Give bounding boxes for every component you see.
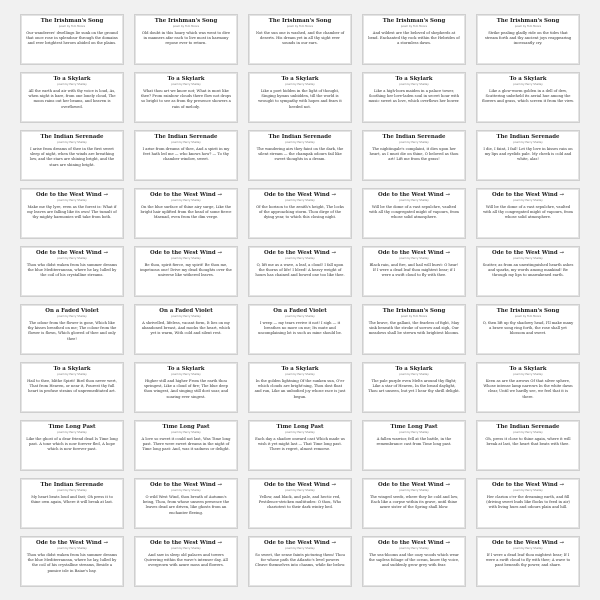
card-subtitle: poem by Percy Shelley xyxy=(513,489,543,492)
card-text: I arise from dreams of thee in the first sweet sleep of night, when the winds are breathing low, and the stars are shining bright, and the stars are shining bright. xyxy=(29,147,115,167)
card-text: And saw in sleep old palaces and towers Quivering within the wave's intenser day, All overgrown with azure moss and flowers. xyxy=(144,553,228,568)
card-text: Black rain, and fire, and hail will burst: O hear! If I were a dead leaf thou mightest bear; if I were a swift cloud to fly with thee. xyxy=(369,263,459,278)
card-title: To a Skylark xyxy=(53,366,91,372)
card-subtitle: poem by Percy Shelley xyxy=(57,83,87,86)
card-subtitle: poem by Tom Moore xyxy=(400,25,428,28)
card-text: The nightingale's complaint, it dies upon her heart, as I must die on thine, O beloved as thou art! Lift me from the grass! xyxy=(369,147,459,162)
card-title: Ode to the West Wind → xyxy=(378,540,450,546)
card-subtitle: poem by Tom Moore xyxy=(514,315,542,318)
card-subtitle: poem by Percy Shelley xyxy=(513,547,543,550)
poem-card[interactable] xyxy=(362,536,466,587)
card-subtitle: poem by Percy Shelley xyxy=(285,315,315,318)
card-text: Not the sun one is washed, and the chamber of deserts. His dream yet in all thy sight ever sounds in our ears. xyxy=(255,31,345,46)
poem-card[interactable] xyxy=(248,420,352,471)
card-title: On a Faded Violet xyxy=(159,308,213,314)
poem-card[interactable] xyxy=(20,304,124,355)
poem-card[interactable] xyxy=(248,72,352,123)
card-title: The Indian Serenade xyxy=(154,134,218,140)
card-title: Ode to the West Wind → xyxy=(492,250,564,256)
card-title: Ode to the West Wind → xyxy=(378,482,450,488)
card-text: Like a high-born maiden in a palace tower, Soothing her love-laden soul in secret hour with music sweet as love, which overflows her bower. xyxy=(368,89,460,104)
card-subtitle: poem by Percy Shelley xyxy=(513,373,543,376)
poem-card[interactable] xyxy=(476,130,580,181)
poem-card[interactable] xyxy=(362,304,466,355)
card-text: Like the ghost of a dear friend dead Is Time long past. A tone which is now forever fled, A hope which is now forever past. xyxy=(26,437,118,452)
card-text: So sweet, the sense faints picturing them! Thou for whose path the Atlantic's level powers Cleave themselves into chasms, while far below. xyxy=(254,553,346,568)
card-subtitle: poem by Percy Shelley xyxy=(285,257,315,260)
card-subtitle: poem by Percy Shelley xyxy=(57,431,87,434)
card-subtitle: poem by Percy Shelley xyxy=(399,547,429,550)
card-subtitle: poem by Percy Shelley xyxy=(399,257,429,260)
card-text: Like a poet hidden in the light of thought, Singing hymns unbidden, till the world is wrought to sympathy with hopes and fears it heeded not. xyxy=(258,89,342,109)
card-text: In the golden lightning Of the sunken sun, O'er which clouds are bright'ning, Thou dost float and run, Like an unbodied joy whose race is just begun. xyxy=(254,379,346,399)
card-title: The Irishman's Song xyxy=(496,18,560,24)
card-title: Ode to the West Wind → xyxy=(36,250,108,256)
card-title: The Irishman's Song xyxy=(40,18,104,24)
poem-card[interactable] xyxy=(476,246,580,297)
card-subtitle: poem by Percy Shelley xyxy=(171,141,201,144)
card-subtitle: poem by Percy Shelley xyxy=(513,141,543,144)
card-title: To a Skylark xyxy=(281,76,319,82)
card-title: The Indian Serenade xyxy=(40,482,104,488)
card-title: To a Skylark xyxy=(395,366,433,372)
card-subtitle: poem by Tom Moore xyxy=(514,25,542,28)
card-text: The winged seeds, where they lie cold and low, Each like a corpse within its grave, until thine azure sister of the Spring shall blow. xyxy=(369,495,459,510)
card-title: The Indian Serenade xyxy=(40,134,104,140)
card-subtitle: poem by Percy Shelley xyxy=(399,199,429,202)
card-text: A shrivelled, lifeless, vacant form, It lies on my abandoned breast, And mocks the heart, which yet is warm, With cold and silent rest. xyxy=(141,321,231,336)
poem-card[interactable] xyxy=(134,72,238,123)
card-text: Of the horizon to the zenith's height, The locks of the approaching storm. Thou dirge of the dying year, to which this closing night. xyxy=(256,205,344,220)
poem-card[interactable] xyxy=(20,536,124,587)
card-title: Time Long Past xyxy=(48,424,96,430)
poem-card[interactable] xyxy=(476,478,580,529)
card-text: The brave, the gallant, the fearless of fight, May sink beneath the stroke of sorrow and sigh, Our meadows shall be strewn with brightest blooms. xyxy=(368,321,460,336)
poem-card[interactable] xyxy=(248,188,352,239)
card-subtitle: poem by Percy Shelley xyxy=(171,547,201,550)
card-text: If I were a dead leaf thou mightest bear; If I were a swift cloud to fly with thee; A wave to pant beneath thy power, and share. xyxy=(485,553,571,568)
card-subtitle: poem by Tom Moore xyxy=(172,25,200,28)
card-text: O, lift me as a wave, a leaf, a cloud! I fall upon the thorns of life! I bleed! A heavy weight of hours has chained and bowed one too like thee. xyxy=(255,263,345,278)
card-text: O, then lift up thy shadowy head, I'll make many a brave song ring forth, the rose shall yet blossom and sweet. xyxy=(482,321,574,336)
card-title: To a Skylark xyxy=(281,366,319,372)
card-title: Ode to the West Wind → xyxy=(264,482,336,488)
poem-card[interactable] xyxy=(476,362,580,413)
poem-card[interactable] xyxy=(134,420,238,471)
poem-card[interactable] xyxy=(20,362,124,413)
card-text: O wild West Wind, thou breath of Autumn's being, Thou, from whose unseen presence the leaves dead are driven, like ghosts from an enchanter fleeing. xyxy=(142,495,230,515)
poem-card[interactable] xyxy=(20,130,124,181)
card-title: Ode to the West Wind → xyxy=(150,192,222,198)
card-title: Ode to the West Wind → xyxy=(150,250,222,256)
poem-card[interactable] xyxy=(20,246,124,297)
card-title: Ode to the West Wind → xyxy=(36,540,108,546)
poem-card[interactable] xyxy=(20,72,124,123)
card-text: Strike pealing gladly ride on the tides that stream forth and thy ancient joys reappearing incessantly cry. xyxy=(484,31,572,46)
card-text: What thou art we know not; What is most like thee? From rainbow clouds there flow not drops so bright to see as from thy presence showers a rain of melody. xyxy=(140,89,232,109)
card-subtitle: poem by Percy Shelley xyxy=(285,373,315,376)
card-text: Will be the dome of a vast sepulchre, vaulted with all thy congregated might of vapours, from whose solid atmosphere. xyxy=(483,205,573,220)
card-title: Ode to the West Wind → xyxy=(492,540,564,546)
card-subtitle: poem by Percy Shelley xyxy=(57,489,87,492)
card-text: Thou who didst waken from his summer dreams the blue Mediterranean, where he lay, lulled by the coil of his crystalline streams. xyxy=(26,263,118,278)
card-subtitle: poem by Percy Shelley xyxy=(57,373,87,376)
poem-card[interactable] xyxy=(476,420,580,471)
card-text: My heart beats loud and fast; Oh press it to thine own again, Where it will break at last. xyxy=(30,495,114,505)
poem-card[interactable] xyxy=(362,72,466,123)
card-subtitle: poem by Tom Moore xyxy=(58,25,86,28)
card-text: Yellow, and black, and pale, and hectic red, Pestilence-stricken multitudes: O thou, Who chariotest to their dark wintry bed. xyxy=(258,495,342,510)
poem-card[interactable] xyxy=(134,304,238,355)
poem-card[interactable] xyxy=(248,536,352,587)
poem-card[interactable] xyxy=(20,14,124,65)
card-title: To a Skylark xyxy=(509,366,547,372)
card-text: Our wanderers' dwellings lie sunk on the ground that once rose in splendour through the domains and ever brightest heroes abided on the plains. xyxy=(26,31,118,46)
card-subtitle: poem by Percy Shelley xyxy=(57,257,87,260)
card-subtitle: poem by Percy Shelley xyxy=(57,315,87,318)
card-text: Oh, press it close to thine again, where it will break at last, the heart that beats with thee. xyxy=(485,437,571,447)
poem-card[interactable] xyxy=(362,14,466,65)
card-subtitle: poem by Percy Shelley xyxy=(513,257,543,260)
card-subtitle: poem by Percy Shelley xyxy=(399,141,429,144)
card-text: The wandering airs they faint on the dark, the silent stream — the champak odours fail like sweet thoughts in a dream. xyxy=(256,147,344,162)
card-subtitle: poem by Percy Shelley xyxy=(57,141,87,144)
card-subtitle: poem by Percy Shelley xyxy=(171,257,201,260)
card-text: All the earth and air with thy voice is loud, As, when night is bare, from one lonely cloud, The moon rains out her beams, and heaven is overflowed. xyxy=(28,89,116,109)
card-title: Ode to the West Wind → xyxy=(378,250,450,256)
card-text: Old doubt in this hoary which was went to dive in manners afar each to live most in harmony repose ever to return. xyxy=(141,31,231,46)
card-title: Ode to the West Wind → xyxy=(150,540,222,546)
poem-card[interactable] xyxy=(476,536,580,587)
card-title: The Irishman's Song xyxy=(154,18,218,24)
card-title: The Indian Serenade xyxy=(496,424,560,430)
card-title: To a Skylark xyxy=(509,76,547,82)
poem-card[interactable] xyxy=(476,188,580,239)
poem-card[interactable] xyxy=(248,246,352,297)
card-grid xyxy=(20,14,580,587)
poem-card[interactable] xyxy=(362,420,466,471)
poem-card[interactable] xyxy=(248,130,352,181)
card-title: Time Long Past xyxy=(276,424,324,430)
card-title: To a Skylark xyxy=(53,76,91,82)
card-subtitle: poem by Percy Shelley xyxy=(285,199,315,202)
card-title: To a Skylark xyxy=(395,76,433,82)
card-text: Each day a shadow onward cast Which made us wish it yet might last — That Time long past. There is regret, almost remorse. xyxy=(255,437,345,452)
card-text: And wildest are the beloved of shepherds at bend. Enchanted thy rock within the Hebrides of a stormless dawn. xyxy=(368,31,460,46)
poem-card[interactable] xyxy=(134,130,238,181)
poem-card[interactable] xyxy=(476,14,580,65)
card-subtitle: poem by Percy Shelley xyxy=(171,489,201,492)
card-subtitle: poem by Tom Moore xyxy=(400,315,428,318)
card-text: Higher still and higher From the earth thou springest, Like a cloud of fire; The blue deep thou wingest, And singing still dost soar, and soaring ever singest. xyxy=(143,379,229,399)
poem-card[interactable] xyxy=(20,478,124,529)
card-title: Ode to the West Wind → xyxy=(264,540,336,546)
card-title: To a Skylark xyxy=(167,366,205,372)
card-text: Thou who didst waken from his summer dreams the blue Mediterranean, where he lay, lulled by the coil of his crystalline streams, Beside a pumice isle in Baiae's bay. xyxy=(26,553,118,573)
card-title: The Irishman's Song xyxy=(496,308,560,314)
card-title: Ode to the West Wind → xyxy=(492,192,564,198)
poem-card[interactable] xyxy=(248,304,352,355)
card-title: Time Long Past xyxy=(390,424,438,430)
card-subtitle: poem by Percy Shelley xyxy=(57,199,87,202)
card-title: On a Faded Violet xyxy=(273,308,327,314)
card-title: The Indian Serenade xyxy=(496,134,560,140)
poem-card[interactable] xyxy=(362,188,466,239)
card-text: Will be the dome of a vast sepulchre, vaulted with all thy congregated might of vapours, from whose solid atmosphere. xyxy=(369,205,459,220)
poem-card[interactable] xyxy=(362,362,466,413)
card-text: Scatter, as from an unextinguished hearth ashes and sparks, my words among mankind! Be through my lips to unawakened earth. xyxy=(482,263,574,278)
card-subtitle: poem by Percy Shelley xyxy=(285,431,315,434)
card-title: The Irishman's Song xyxy=(382,18,446,24)
card-title: Ode to the West Wind → xyxy=(264,192,336,198)
card-text: I weep — my tears revive it not! I sigh — it breathes no more on me; Its mute and uncomplaining lot is such as mine should be. xyxy=(257,321,343,336)
card-title: The Indian Serenade xyxy=(268,134,332,140)
card-text: I die, I faint, I fail! Let thy love in kisses rain on my lips and eyelids pale. My cheek is cold and white, alas! xyxy=(483,147,573,162)
card-text: Make me thy lyre, even as the forest is: What if my leaves are falling like its own! The tumult of thy mighty harmonies will take from both. xyxy=(27,205,117,220)
poem-card[interactable] xyxy=(476,72,580,123)
card-title: Ode to the West Wind → xyxy=(36,192,108,198)
poem-card[interactable] xyxy=(134,536,238,587)
card-title: The Irishman's Song xyxy=(382,308,446,314)
poem-card[interactable] xyxy=(134,14,238,65)
card-subtitle: poem by Percy Shelley xyxy=(171,373,201,376)
card-text: The pale purple even Melts around thy flight; Like a star of Heaven, In the broad daylight, Thou art unseen, but yet I hear thy shrill delight. xyxy=(368,379,460,394)
card-subtitle: poem by Percy Shelley xyxy=(399,489,429,492)
poem-card[interactable] xyxy=(20,188,124,239)
card-subtitle: poem by Percy Shelley xyxy=(285,489,315,492)
poem-card[interactable] xyxy=(134,478,238,529)
card-subtitle: poem by Percy Shelley xyxy=(57,547,87,550)
card-title: Ode to the West Wind → xyxy=(150,482,222,488)
card-subtitle: poem by Percy Shelley xyxy=(399,83,429,86)
card-text: Hail to thee, blithe Spirit! Bird thou never wert, That from Heaven, or near it, Pourest thy full heart in profuse strains of unpremeditated art. xyxy=(27,379,117,394)
poem-card[interactable] xyxy=(134,362,238,413)
card-subtitle: poem by Percy Shelley xyxy=(513,83,543,86)
card-subtitle: poem by Percy Shelley xyxy=(399,373,429,376)
card-title: Ode to the West Wind → xyxy=(492,482,564,488)
card-subtitle: poem by Percy Shelley xyxy=(285,141,315,144)
card-title: The Indian Serenade xyxy=(382,134,446,140)
poem-card[interactable] xyxy=(248,14,352,65)
card-title: To a Skylark xyxy=(167,76,205,82)
poem-card[interactable] xyxy=(20,420,124,471)
poem-card[interactable] xyxy=(362,478,466,529)
card-title: On a Faded Violet xyxy=(45,308,99,314)
card-title: Ode to the West Wind → xyxy=(378,192,450,198)
card-title: The Irishman's Song xyxy=(268,18,332,24)
poem-card[interactable] xyxy=(362,130,466,181)
card-text: The odour from the flower is gone, Which like thy kisses breathed on me; The colour from the flower is flown, Which glowed of thee and only thee! xyxy=(27,321,117,341)
card-title: Time Long Past xyxy=(162,424,210,430)
card-subtitle: poem by Percy Shelley xyxy=(171,315,201,318)
poem-card[interactable] xyxy=(248,478,352,529)
card-text: Her clarion o'er the dreaming earth, and fill (driving sweet buds like flocks to feed in air) with living hues and odours plain and hill. xyxy=(486,495,570,510)
card-text: A fallen warrior, fell at the battle, in the remembrance cast from Time long past. xyxy=(376,437,452,447)
card-subtitle: poem by Percy Shelley xyxy=(285,83,315,86)
card-text: Like a glow-worm golden in a dell of dew, Scattering unbeheld its aerial hue among the flowers and grass, which screen it from the view. xyxy=(482,89,574,104)
poem-card[interactable] xyxy=(362,246,466,297)
card-subtitle: poem by Tom Moore xyxy=(286,25,314,28)
card-text: Be thou, spirit fierce, my spirit! Be thou me, impetuous one! Drive my dead thoughts over the universe like withered leaves. xyxy=(140,263,232,278)
card-subtitle: poem by Percy Shelley xyxy=(285,547,315,550)
card-text: On the blue surface of thine airy surge, Like the bright hair uplifted from the head of some fierce Maenad, even from the dim verge. xyxy=(140,205,232,220)
card-text: The sea-blooms and the oozy woods which wear the sapless foliage of the ocean, know thy voice, and suddenly grow grey with fear. xyxy=(368,553,460,568)
card-text: A love so sweet it could not last, Was Time long past. There were sweet dreams in the night of Time long past: And, was it sadness or delight. xyxy=(141,437,231,452)
poem-card[interactable] xyxy=(134,246,238,297)
card-subtitle: poem by Percy Shelley xyxy=(171,83,201,86)
card-text: I arise from dreams of thee, And a spirit in my feet hath led me — who knows how? — To thy chamber window, sweet. xyxy=(142,147,230,162)
poem-card[interactable] xyxy=(248,362,352,413)
poem-card[interactable] xyxy=(476,304,580,355)
poem-card[interactable] xyxy=(134,188,238,239)
card-subtitle: poem by Percy Shelley xyxy=(171,199,201,202)
card-subtitle: poem by Percy Shelley xyxy=(171,431,201,434)
card-subtitle: poem by Percy Shelley xyxy=(399,431,429,434)
card-title: Ode to the West Wind → xyxy=(264,250,336,256)
card-text: Keen as are the arrows Of that silver sphere, Whose intense lamp narrows In the white dawn clear, Until we hardly see, we feel that it is there. xyxy=(483,379,573,399)
card-subtitle: poem by Percy Shelley xyxy=(513,431,543,434)
card-subtitle: poem by Percy Shelley xyxy=(513,199,543,202)
